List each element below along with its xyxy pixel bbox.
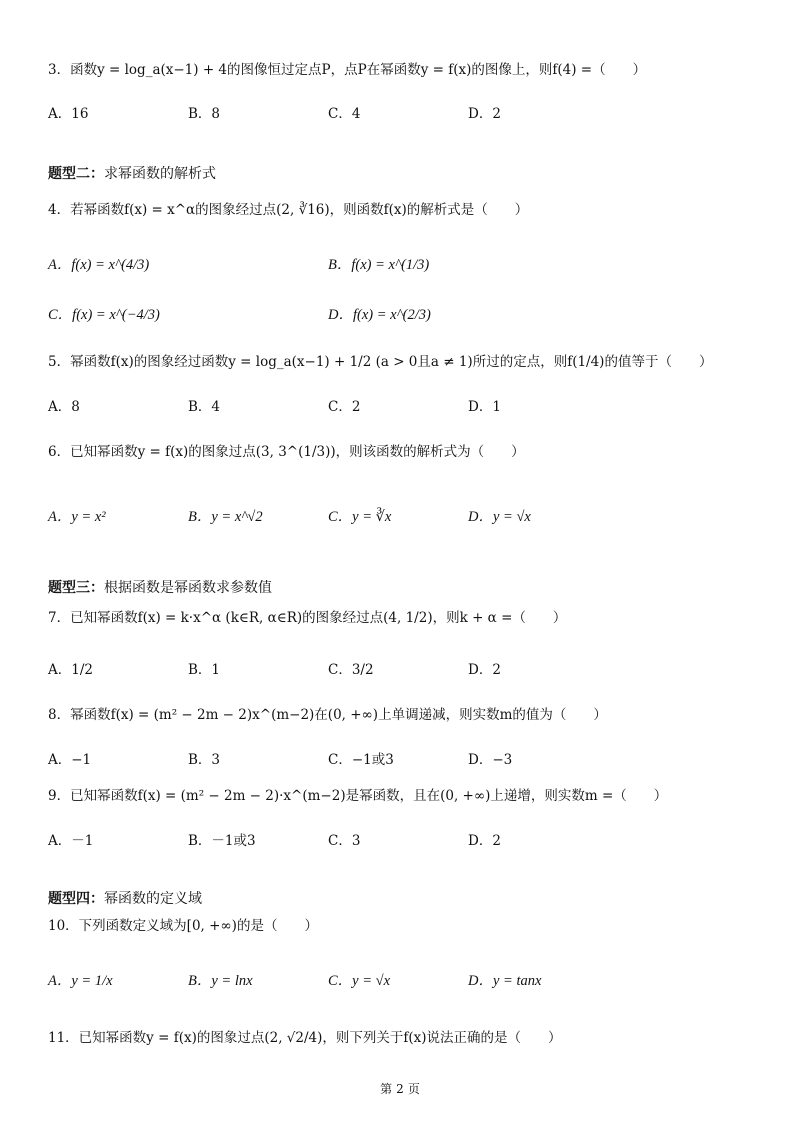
section-heading-3 <box>48 577 272 597</box>
option-a: A．16 <box>48 106 89 122</box>
option-d: D．y = tanx <box>468 973 542 989</box>
option-d: D．2 <box>468 106 501 122</box>
section-title: 根据函数是幂函数求参数值 <box>104 580 272 596</box>
option-b: B．8 <box>188 106 221 122</box>
option-a: A．y = 1/x <box>48 973 113 989</box>
question-7: 7．已知幂函数f(x) = k·x^α (k∈R, α∈R)的图象经过点(4, 1/2)，则k + α =（ ） <box>48 610 567 626</box>
question-5-options <box>48 395 748 417</box>
question-8-options <box>48 748 748 770</box>
option-b: B．y = lnx <box>188 973 253 989</box>
question-10-options <box>48 969 748 991</box>
option-a: A．1/2 <box>48 662 93 678</box>
question-10: 10．下列函数定义域为[0, +∞)的是（ ） <box>48 918 318 934</box>
option-c: C．−1或3 <box>328 752 394 768</box>
section-label: 题型二： <box>48 166 104 182</box>
question-6-options <box>48 505 748 527</box>
option-a: A．f(x) = x^(4/3) <box>48 257 150 273</box>
question-5: 5．幂函数f(x)的图象经过函数y = log_a(x−1) + 1/2 (a > 0且a ≠ 1)所过的定点，则f(1/4)的值等于（ ） <box>48 354 713 370</box>
section-label: 题型四： <box>48 891 104 907</box>
option-d: D．1 <box>468 399 501 415</box>
option-d: D．f(x) = x^(2/3) <box>328 307 431 323</box>
option-b: B．f(x) = x^(1/3) <box>328 257 430 273</box>
option-d: D．2 <box>468 662 501 678</box>
option-a: A．y = x² <box>48 509 106 525</box>
question-3: 3．函数y = log_a(x−1) + 4的图像恒过定点P，点P在幂函数y = f(x)的图像上，则f(4) =（ ） <box>48 62 647 78</box>
question-4-options-row2 <box>48 303 748 325</box>
option-b: B．4 <box>188 399 221 415</box>
section-heading-2 <box>48 163 216 183</box>
option-d: D．2 <box>468 833 501 849</box>
option-c: C．3/2 <box>328 662 374 678</box>
option-b: B．－1或3 <box>188 833 256 849</box>
question-8: 8．幂函数f(x) = (m² − 2m − 2)x^(m−2)在(0, +∞)上单调递减，则实数m的值为（ ） <box>48 707 607 723</box>
question-7-options <box>48 658 748 680</box>
option-c: C．2 <box>328 399 361 415</box>
question-9-options <box>48 829 748 851</box>
option-a: A．8 <box>48 399 80 415</box>
section-title: 求幂函数的解析式 <box>104 166 216 182</box>
footer-suffix: 页 <box>407 1082 420 1096</box>
option-d: D．−3 <box>468 752 513 768</box>
section-title: 幂函数的定义域 <box>104 891 202 907</box>
page-footer <box>0 1080 800 1097</box>
footer-prefix: 第 <box>380 1082 393 1096</box>
question-3-options <box>48 102 748 124</box>
question-9: 9．已知幂函数f(x) = (m² − 2m − 2)·x^(m−2)是幂函数，且在(0, +∞)上递增，则实数m =（ ） <box>48 788 668 804</box>
option-d: D．y = √x <box>468 509 531 525</box>
page-number: 2 <box>396 1082 404 1096</box>
option-c: C．4 <box>328 106 361 122</box>
option-c: C．f(x) = x^(−4/3) <box>48 307 160 323</box>
section-label: 题型三： <box>48 580 104 596</box>
option-a: A．−1 <box>48 752 92 768</box>
section-heading-4 <box>48 888 202 908</box>
option-b: B．3 <box>188 752 221 768</box>
option-c: C．y = ∛x <box>328 509 392 525</box>
option-c: C．y = √x <box>328 973 391 989</box>
question-11: 11．已知幂函数y = f(x)的图象过点(2, √2/4)，则下列关于f(x)说法正确的是（ ） <box>48 1030 562 1046</box>
question-4-options-row1 <box>48 253 748 275</box>
option-a: A．－1 <box>48 833 94 849</box>
option-b: B．1 <box>188 662 221 678</box>
question-6: 6．已知幂函数y = f(x)的图象过点(3, 3^(1/3))，则该函数的解析式为（ ） <box>48 444 525 460</box>
option-b: B．y = x^√2 <box>188 509 263 525</box>
question-4: 4．若幂函数f(x) = x^α的图象经过点(2, ∛16)，则函数f(x)的解析式是（ ） <box>48 202 529 218</box>
option-c: C．3 <box>328 833 361 849</box>
